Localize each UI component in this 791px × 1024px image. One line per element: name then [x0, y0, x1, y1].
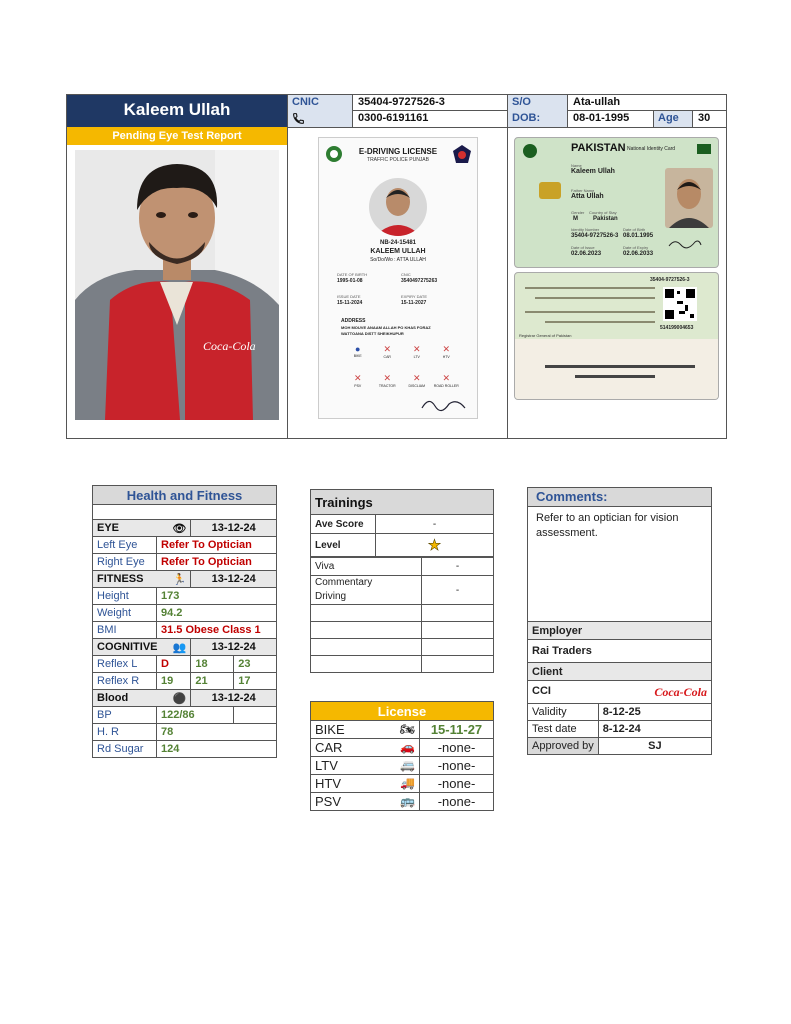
dl-cat-tractor: ✕ TRACTOR: [378, 373, 396, 388]
dl-signature: [419, 394, 469, 414]
ave-score-label: Ave Score: [311, 515, 376, 534]
cnic-front-card: [514, 137, 719, 268]
ave-score-value: -: [376, 515, 494, 534]
traffic-police-badge-icon: [452, 144, 472, 164]
driving-license-card: [318, 137, 478, 419]
divider: [287, 127, 726, 128]
empty-cell: [422, 639, 494, 656]
van-icon: 🚐: [400, 758, 415, 772]
sugar-label: Rd Sugar: [93, 741, 157, 758]
client-row: [528, 681, 712, 704]
dl-dob: 1995-01-08: [337, 278, 363, 284]
htv-value: -none-: [420, 775, 494, 793]
cognitive-section: [93, 639, 191, 656]
dl-cat-htv: ✕ HTV: [442, 344, 451, 359]
qr-code-icon: [663, 287, 697, 321]
cnic-expiry: 02.06.2033: [623, 251, 654, 257]
phone-icon: [292, 112, 305, 125]
blood-section: [93, 690, 191, 707]
pakistan-flag-icon: [697, 144, 711, 154]
comments-box: [527, 487, 712, 622]
dl-cnic: 3540497275263: [401, 278, 438, 284]
sugar-value: 124: [157, 741, 277, 758]
level-value: [376, 534, 494, 557]
dl-categories-grid: [343, 344, 461, 398]
psv-value: -none-: [420, 793, 494, 811]
divider: [507, 95, 508, 438]
cnic-label: CNIC: [288, 95, 352, 111]
weight-label: Weight: [93, 605, 157, 622]
dl-relation: So/Do/Wo : ATTA ULLAH: [370, 257, 426, 263]
license-title: License: [311, 702, 494, 721]
license-row-car: [311, 739, 420, 757]
star-icon: ★: [427, 537, 442, 554]
bp-label: BP: [93, 707, 157, 724]
divider: [692, 111, 693, 127]
cnic-photo: [665, 168, 713, 228]
license-row-htv: [311, 775, 420, 793]
dl-number: NB-24-15481: [379, 240, 417, 246]
car-icon: 🚗: [400, 740, 415, 754]
bp-value: 122/86: [157, 707, 234, 724]
cnic-lost-card-notice: [515, 339, 718, 399]
health-title: Health and Fitness: [93, 486, 277, 505]
comments-text: Refer to an optician for vision assessment.: [536, 512, 679, 539]
dl-address-line2: WATTOANA DISTT SHEIKHUPUR: [341, 331, 404, 336]
svg-text:Coca-Cola: Coca-Cola: [203, 339, 256, 353]
empty-cell: [311, 605, 422, 622]
fitness-section: [93, 571, 191, 588]
cnic-back-card: [514, 272, 719, 400]
bmi-value: 31.5 Obese Class 1: [157, 622, 277, 639]
bike-expiry: 15-11-27: [420, 721, 494, 739]
employer-value: Rai Traders: [528, 640, 712, 663]
reflex-r-2: 21: [191, 673, 234, 690]
reflex-l-1: D: [157, 656, 191, 673]
fitness-date: 13-12-24: [191, 571, 277, 588]
comments-title: Comments:: [528, 488, 711, 507]
eye-icon: 👁: [172, 522, 187, 535]
eye-label: EYE: [97, 521, 120, 534]
age-value: 30: [698, 112, 711, 124]
dl-cat-bike: ● BIKE: [353, 344, 362, 358]
dl-issue: 15-11-2024: [337, 300, 363, 306]
car-value: -none-: [420, 739, 494, 757]
father-name: Ata-ullah: [573, 96, 621, 108]
blood-label: Blood: [97, 691, 129, 704]
dl-cat-car: ✕ CAR: [383, 344, 392, 359]
punjab-emblem-icon: [325, 144, 343, 164]
dl-issue-label: ISSUE DATE: [337, 294, 361, 299]
cnic-issue: 02.06.2023: [571, 251, 602, 257]
reflex-l-2: 18: [191, 656, 234, 673]
viva-value: -: [422, 558, 494, 576]
dl-title: E-DRIVING LICENSE: [358, 147, 438, 156]
report-status-banner: Pending Eye Test Report: [67, 127, 287, 145]
cnic-chip: [539, 182, 561, 199]
truck-icon: 🚚: [400, 776, 415, 790]
client-label: Client: [528, 663, 712, 681]
cnic-registrar: Registrar General of Pakistan: [519, 333, 572, 338]
urdu-text-line: [525, 311, 655, 313]
phone-value: 0300-6191161: [358, 112, 429, 124]
height-value: 173: [157, 588, 277, 605]
cognitive-label: COGNITIVE: [97, 640, 158, 653]
dl-photo: [369, 178, 427, 236]
divider: [287, 95, 288, 438]
employer-table: [527, 621, 712, 755]
cnic-father: Atta Ullah: [571, 193, 604, 200]
cnic-issue-label: Date of Issue: [571, 245, 595, 250]
employer-label: Employer: [528, 622, 712, 640]
license-table: [310, 701, 494, 811]
cnic-dob: 08.01.1995: [623, 233, 654, 239]
cnic-country-stay: Pakistan: [593, 216, 618, 222]
reflex-r-3: 17: [234, 673, 277, 690]
running-icon: 🏃: [172, 573, 187, 586]
ltv-label: LTV: [315, 758, 338, 773]
empty-cell: [311, 622, 422, 639]
age-label: Age: [654, 111, 692, 127]
test-date-label: Test date: [528, 721, 599, 738]
dl-subtitle: TRAFFIC POLICE PUNJAB: [367, 157, 429, 163]
person-photo-illustration: [75, 150, 279, 420]
cognitive-date: 13-12-24: [191, 639, 277, 656]
license-row-bike: [311, 721, 420, 739]
dl-cat-disclaim: ✕ DISCLIAM: [408, 373, 426, 388]
empty-cell: [234, 707, 277, 724]
empty-cell: [422, 656, 494, 673]
pakistan-emblem-icon: [521, 142, 539, 160]
cnic-dob-label: Date of Birth: [623, 227, 646, 232]
phone-label: [288, 111, 352, 127]
car-label: CAR: [315, 740, 343, 755]
dl-cat-ltv: ✕ LTV: [412, 344, 421, 359]
dl-dob-label: DATE OF BIRTH: [337, 272, 368, 277]
approved-value: SJ: [598, 738, 711, 755]
empty-cell: [422, 605, 494, 622]
applicant-photo: [75, 150, 279, 420]
cnic-father-label: Father Name: [571, 188, 595, 193]
divider: [567, 95, 568, 127]
reflex-l-label: Reflex L: [93, 656, 157, 673]
cnic-card-type: National Identity Card: [627, 146, 676, 152]
cnic-gender: M: [573, 216, 578, 222]
dl-address-line1: MOH MOUVE ANAAM ALLAH PO KHAS FORAZ: [341, 325, 431, 330]
urdu-text-line: [525, 287, 655, 289]
viva-label: Viva: [311, 558, 422, 576]
health-fitness-table: [92, 485, 277, 758]
level-label: Level: [311, 534, 376, 557]
hr-label: H. R: [93, 724, 157, 741]
trainings-title: Trainings: [311, 490, 494, 515]
reflex-l-3: 23: [234, 656, 277, 673]
htv-label: HTV: [315, 776, 341, 791]
empty-cell: [422, 622, 494, 639]
bike-label: BIKE: [315, 722, 345, 737]
fitness-label: FITNESS: [97, 572, 144, 585]
dl-expiry: 15-11-2027: [401, 300, 427, 306]
empty-cell: [311, 656, 422, 673]
spacer-row: [93, 505, 277, 520]
validity-label: Validity: [528, 704, 599, 721]
motorbike-icon: 🏍: [399, 722, 415, 736]
right-eye-label: Right Eye: [93, 554, 157, 571]
validity-value: 8-12-25: [598, 704, 711, 721]
hr-value: 78: [157, 724, 277, 741]
blood-date: 13-12-24: [191, 690, 277, 707]
ltv-value: -none-: [420, 757, 494, 775]
psv-label: PSV: [315, 794, 342, 809]
license-row-psv: [311, 793, 420, 811]
cnic-gender-label: Gender: [571, 210, 585, 215]
divider: [352, 95, 353, 127]
eye-section: [93, 520, 191, 537]
dl-cat-psv: ✕ PSV: [353, 373, 362, 388]
cnic-expiry-label: Date of Expiry: [623, 245, 649, 250]
cnic-back-code: 514199004653: [660, 325, 694, 331]
dl-cat-road-roller: ✕ ROAD ROLLER: [433, 373, 459, 388]
bus-icon: 🚌: [400, 794, 415, 808]
urdu-text-line: [535, 297, 655, 299]
dl-address-label: ADDRESS: [341, 318, 366, 324]
cnic-signature: [667, 236, 703, 250]
so-label: S/O: [508, 95, 567, 111]
people-icon: 👥: [172, 641, 187, 654]
dob-label: DOB:: [508, 111, 567, 127]
right-eye-value: Refer To Optician: [157, 554, 277, 571]
commentary-value: -: [422, 576, 494, 605]
blood-drop-icon: ⚫: [172, 692, 187, 705]
reflex-r-label: Reflex R: [93, 673, 157, 690]
empty-cell: [311, 639, 422, 656]
dob-value: 08-01-1995: [573, 112, 630, 124]
cnic-name: Kaleem Ullah: [571, 168, 615, 175]
dl-name: KALEEM ULLAH: [370, 248, 426, 255]
dl-expiry-label: EXPIRY DATE: [401, 294, 428, 299]
reflex-r-1: 19: [157, 673, 191, 690]
cnic-id-label: Identity Number: [571, 227, 600, 232]
trainings-detail-table: [310, 557, 494, 673]
trainings-table: [310, 489, 494, 557]
cnic-back-id: 35404-9727526-3: [650, 277, 690, 283]
cnic-id: 35404-9727526-3: [571, 233, 619, 239]
commentary-label: Commentary Driving: [311, 576, 422, 605]
test-date-value: 8-12-24: [598, 721, 711, 738]
applicant-header-panel: [66, 94, 727, 439]
applicant-name: Kaleem Ullah: [67, 95, 287, 127]
cnic-value: 35404-9727526-3: [358, 96, 445, 108]
left-eye-label: Left Eye: [93, 537, 157, 554]
dl-cnic-label: CNIC: [401, 272, 411, 277]
weight-value: 94.2: [157, 605, 277, 622]
cnic-country-label: Country of Stay: [589, 210, 617, 215]
left-eye-value: Refer To Optician: [157, 537, 277, 554]
urdu-text-line: [545, 321, 655, 323]
approved-label: Approved by: [528, 738, 599, 755]
client-logo: Coca-Cola: [654, 684, 707, 699]
height-label: Height: [93, 588, 157, 605]
license-row-ltv: [311, 757, 420, 775]
client-value: CCI: [532, 684, 551, 697]
eye-date: 13-12-24: [191, 520, 277, 537]
bmi-label: BMI: [93, 622, 157, 639]
cnic-country: PAKISTAN: [571, 142, 626, 154]
cnic-name-label: Name: [571, 163, 582, 168]
